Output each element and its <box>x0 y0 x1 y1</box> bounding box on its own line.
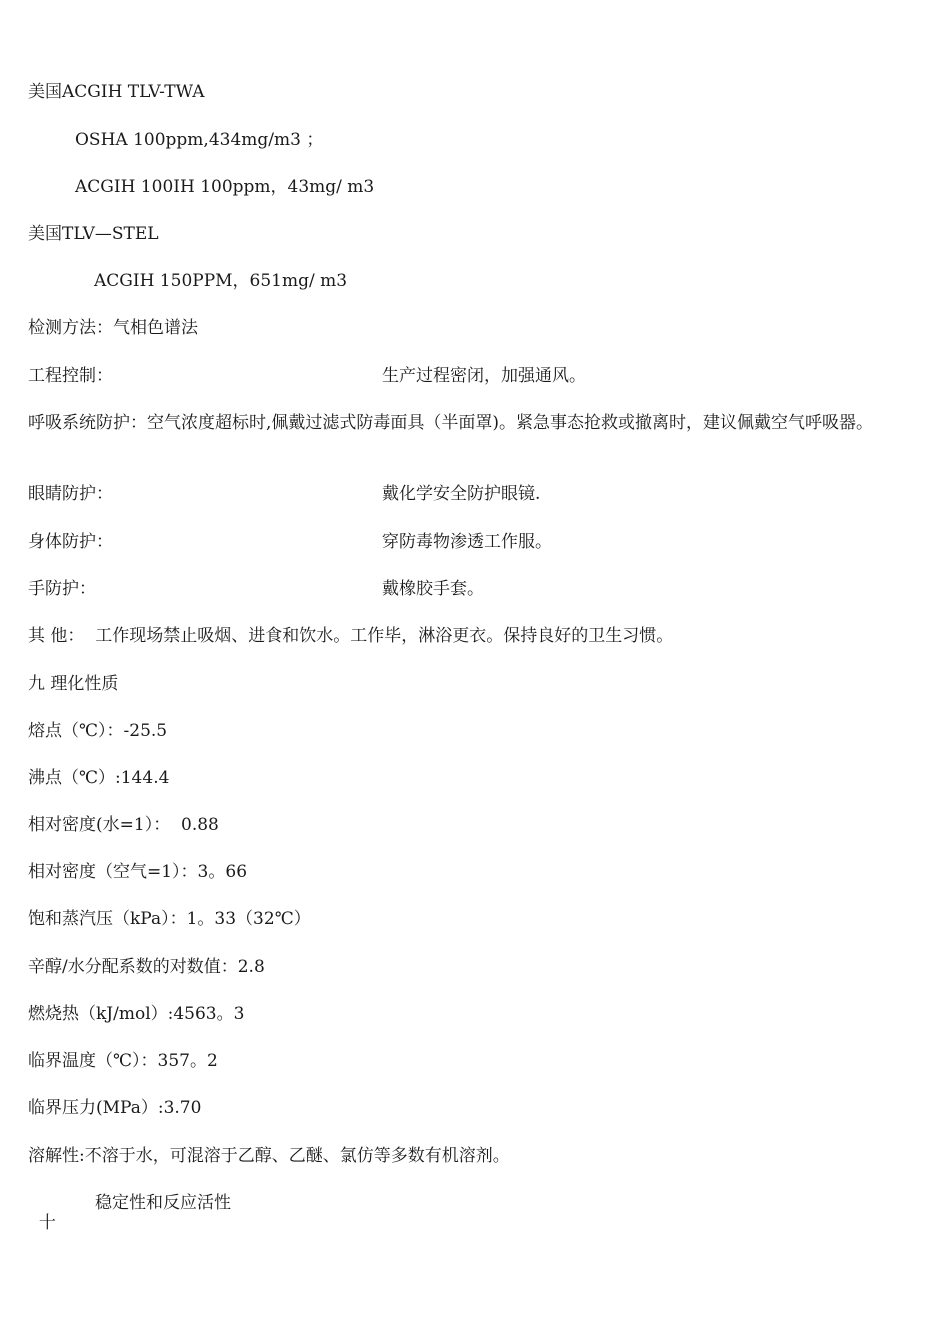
octanol-water-partition: 辛醇/水分配系数的对数值：2.8 <box>28 957 265 977</box>
respiratory-protection: 呼吸系统防护：空气浓度超标时,佩戴过滤式防毒面具（半面罩)。紧急事态抢救或撤离时，建议佩戴空气呼吸器。 <box>28 413 874 433</box>
saturated-vapor-pressure: 饱和蒸汽压（kPa）：1。33（32℃） <box>28 909 311 929</box>
critical-pressure: 临界压力(MPa）:3.70 <box>28 1098 202 1118</box>
acgih-twa-limit: ACGIH 100IH 100ppm，43mg/ m3 <box>75 177 375 197</box>
melting-point: 熔点（℃）：-25.5 <box>28 721 168 741</box>
relative-density-water: 相对密度(水=1）： 0.88 <box>28 815 219 835</box>
engineering-control-value: 生产过程密闭，加强通风。 <box>382 366 586 386</box>
body-protection-label: 身体防护： <box>28 532 113 552</box>
relative-density-air: 相对密度（空气=1）：3。66 <box>28 862 248 882</box>
other-protection: 其 他： 工作现场禁止吸烟、进食和饮水。工作毕，淋浴更衣。保持良好的卫生习惯。 <box>28 626 674 646</box>
acgih-stel-limit: ACGIH 150PPM，651mg/ m3 <box>94 271 348 291</box>
solubility: 溶解性:不溶于水，可混溶于乙醇、乙醚、氯仿等多数有机溶剂。 <box>28 1146 510 1166</box>
boiling-point: 沸点（℃）:144.4 <box>28 768 170 788</box>
body-protection-value: 穿防毒物渗透工作服。 <box>382 532 552 552</box>
tlv-twa-heading: 美国ACGIH TLV-TWA <box>28 82 205 102</box>
section-9-title: 九 理化性质 <box>28 674 119 694</box>
heat-of-combustion: 燃烧热（kJ/mol）:4563。3 <box>28 1004 245 1024</box>
osha-limit: OSHA 100ppm,434mg/m3 ； <box>75 130 324 150</box>
eye-protection-label: 眼睛防护： <box>28 484 113 504</box>
eye-protection-value: 戴化学安全防护眼镜. <box>382 484 541 504</box>
section-10-number: 十 <box>38 1213 56 1233</box>
engineering-control-label: 工程控制： <box>28 366 113 386</box>
critical-temperature: 临界温度（℃）：357。2 <box>28 1051 218 1071</box>
hand-protection-value: 戴橡胶手套。 <box>382 579 484 599</box>
section-10-title: 稳定性和反应活性 <box>95 1193 231 1213</box>
detection-method: 检测方法：气相色谱法 <box>28 318 198 338</box>
hand-protection-label: 手防护： <box>28 579 96 599</box>
tlv-stel-heading: 美国TLV—STEL <box>28 224 159 244</box>
section-10-heading <box>28 1193 231 1253</box>
